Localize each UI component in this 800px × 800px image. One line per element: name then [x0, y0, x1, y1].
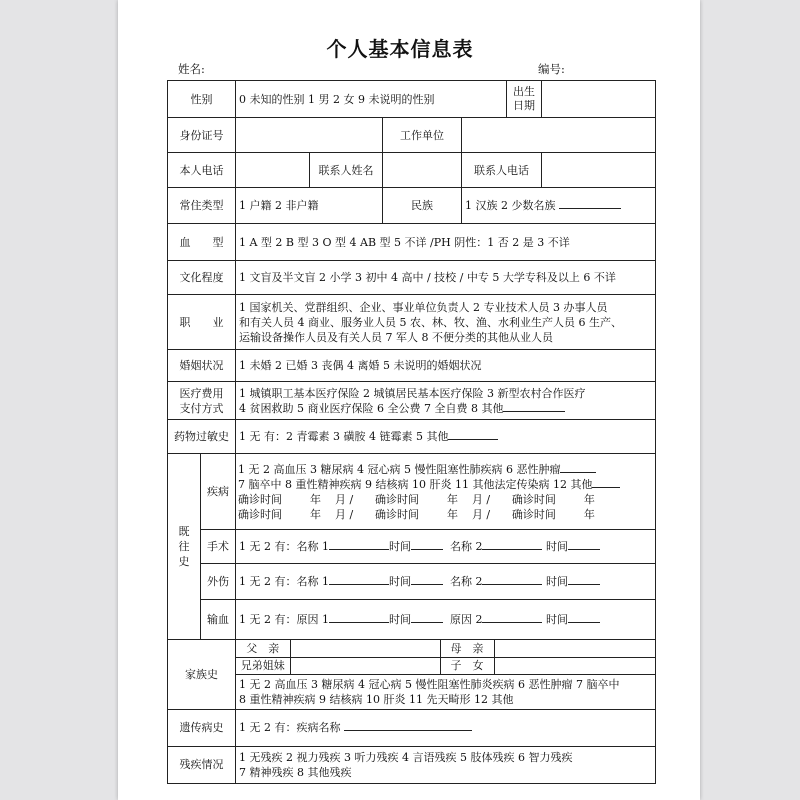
row-history-transfusion: [168, 600, 656, 640]
row-residence: [168, 188, 656, 224]
occupation-options[interactable]: 1 国家机关、党群组织、企业、事业单位负责人 2 专业技术人员 3 办事人员 和有关人员 4 商业、服务业人员 5 农、林、牧、渔、水利业生产人员 6 生产、 运输设备操作人员及有关人员 7 军人 8 不便分类的其他从业人员: [236, 295, 656, 350]
siblings-label: 兄弟姐妹: [236, 657, 290, 674]
contact-name-label: 联系人姓名: [310, 153, 383, 188]
transfusion-options[interactable]: 1 无 2 有：原因 1 时间 原因 2 时间: [236, 600, 656, 640]
ethnic-label: 民族: [383, 188, 462, 224]
id-number-label: 编号:: [538, 62, 565, 76]
idcard-label: 身份证号: [168, 118, 236, 153]
disability-label: 残疾情况: [168, 746, 236, 783]
trauma-options[interactable]: 1 无 2 有：名称 1 时间 名称 2 时间: [236, 564, 656, 600]
row-sex: [168, 81, 656, 118]
phone-label: 本人电话: [168, 153, 236, 188]
info-table: [167, 80, 656, 784]
marriage-options[interactable]: 1 未婚 2 已婚 3 丧偶 4 离婚 5 未说明的婚姻状况: [236, 350, 656, 382]
blood-options[interactable]: 1 A 型 2 B 型 3 O 型 4 AB 型 5 不详 /PH 阴性：1 否 2 是 3 不详: [236, 224, 656, 261]
contact-name-field[interactable]: [383, 153, 462, 188]
mother-label: 母 亲: [440, 640, 494, 657]
work-unit-label: 工作单位: [383, 118, 462, 153]
genetic-history-options[interactable]: 1 无 2 有：疾病名称: [236, 709, 656, 746]
row-occupation: [168, 295, 656, 350]
surgery-options[interactable]: 1 无 2 有：名称 1 时间 名称 2 时间: [236, 530, 656, 564]
allergy-options[interactable]: 1 无 有：2 青霉素 3 磺胺 4 链霉素 5 其他: [236, 420, 656, 454]
education-label: 文化程度: [168, 261, 236, 295]
family-disease-options[interactable]: 1 无 2 高血压 3 糖尿病 4 冠心病 5 慢性阻塞性肺炎疾病 6 恶性肿瘤 7 脑卒中 8 重性精神疾病 9 结核病 10 肝炎 11 先天畸形 12 其他: [239, 677, 620, 706]
birth-date-field[interactable]: [542, 81, 656, 118]
form-title: 个人基本信息表: [326, 37, 474, 61]
row-medical: [168, 382, 656, 420]
row-blood: [168, 224, 656, 261]
family-history-label: 家族史: [168, 640, 236, 710]
residence-options[interactable]: 1 户籍 2 非户籍: [236, 188, 383, 224]
history-label: 既往史: [168, 454, 201, 640]
row-idcard: [168, 118, 656, 153]
father-label: 父 亲: [236, 640, 290, 657]
children-field[interactable]: [494, 657, 655, 674]
blood-label: 血 型: [168, 224, 236, 261]
row-contact: [168, 153, 656, 188]
surgery-label: 手术: [201, 530, 236, 564]
siblings-field[interactable]: [290, 657, 440, 674]
phone-field[interactable]: [236, 153, 310, 188]
marriage-label: 婚姻状况: [168, 350, 236, 382]
contact-phone-field[interactable]: [542, 153, 656, 188]
disability-options[interactable]: 1 无残疾 2 视力残疾 3 听力残疾 4 言语残疾 5 肢体残疾 6 智力残疾 7 精神残疾 8 其他残疾: [236, 746, 656, 783]
row-genetic: [168, 709, 656, 746]
mother-field[interactable]: [494, 640, 655, 657]
row-marriage: [168, 350, 656, 382]
ethnic-field[interactable]: 1 汉族 2 少数名族: [462, 188, 656, 224]
row-history-surgery: [168, 530, 656, 564]
idcard-field[interactable]: [236, 118, 383, 153]
education-options[interactable]: 1 文盲及半文盲 2 小学 3 初中 4 高中 / 技校 / 中专 5 大学专科及以上 6 不详: [236, 261, 656, 295]
family-history-body: [236, 640, 656, 710]
name-label: 姓名:: [178, 62, 205, 76]
allergy-label: 药物过敏史: [168, 420, 236, 454]
birth-date-label: 出生 日期: [507, 81, 542, 118]
father-field[interactable]: [290, 640, 440, 657]
contact-phone-label: 联系人电话: [462, 153, 542, 188]
medical-payment-options[interactable]: 1 城镇职工基本医疗保险 2 城镇居民基本医疗保险 3 新型农村合作医疗 4 贫困救助 5 商业医疗保险 6 全公费 7 全自费 8 其他: [236, 382, 656, 420]
residence-label: 常住类型: [168, 188, 236, 224]
row-history-trauma: [168, 564, 656, 600]
sex-options[interactable]: 0 未知的性别 1 男 2 女 9 未说明的性别: [236, 81, 507, 118]
children-label: 子 女: [440, 657, 494, 674]
disease-label: 疾病: [201, 454, 236, 530]
row-education: [168, 261, 656, 295]
genetic-history-label: 遗传病史: [168, 709, 236, 746]
row-allergy: [168, 420, 656, 454]
medical-payment-label: 医疗费用 支付方式: [168, 382, 236, 420]
trauma-label: 外伤: [201, 564, 236, 600]
sex-label: 性别: [168, 81, 236, 118]
disease-options[interactable]: 1 无 2 高血压 3 糖尿病 4 冠心病 5 慢性阻塞性肺疾病 6 恶性肿瘤 7 脑卒中 8 重性精神疾病 9 结核病 10 肝炎 11 其他法定传染病 12 其他 确诊时间 年 月 / 确诊时间 年 月 / 确诊时间 年 确诊时间 年 月 / 确诊时间 年 月 / 确诊时间 年: [236, 454, 656, 530]
row-disability: [168, 746, 656, 783]
row-family: [168, 640, 656, 710]
transfusion-label: 输血: [201, 600, 236, 640]
occupation-label: 职 业: [168, 295, 236, 350]
row-history-disease: [168, 454, 656, 530]
work-unit-field[interactable]: [462, 118, 656, 153]
